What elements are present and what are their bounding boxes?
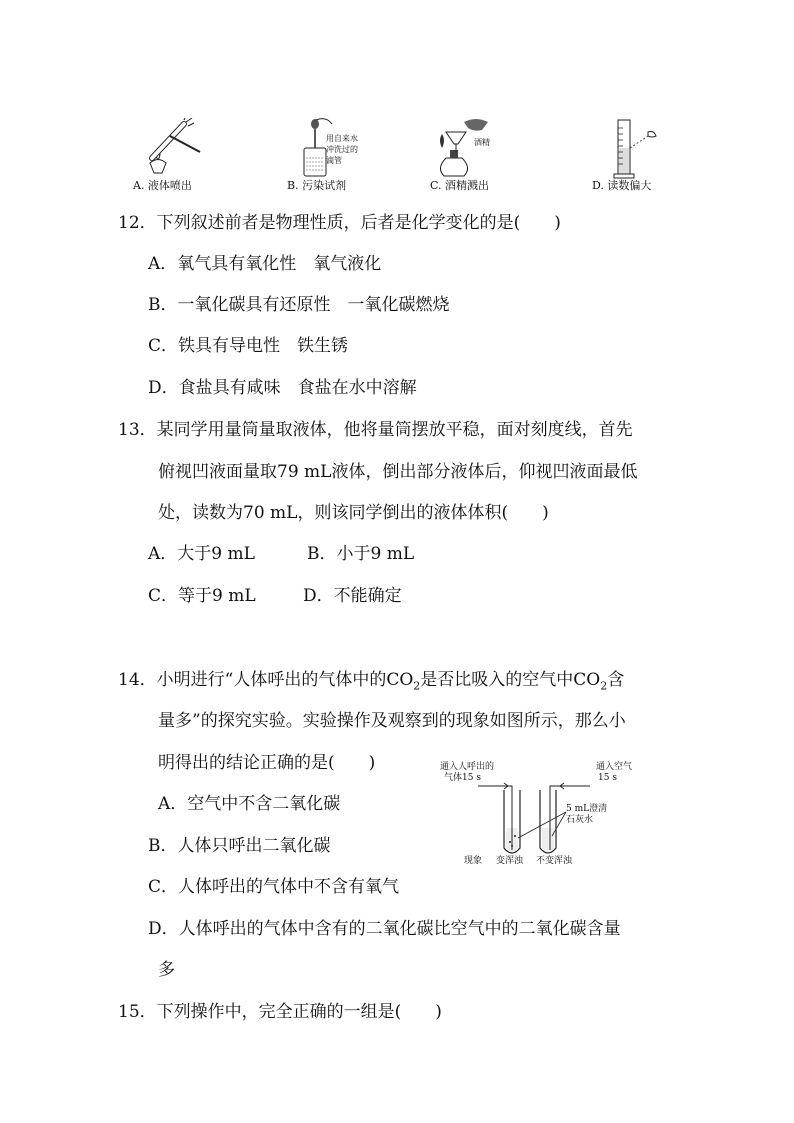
q12-option-b: B．一氧化碳具有还原性 一氧化碳燃烧 [148, 295, 450, 315]
figure-b-label-2: 冲洗过的 [326, 145, 358, 154]
q15-stem: 15．下列操作中，完全正确的一组是( ) [118, 1002, 442, 1022]
figure-a-caption: A. 液体喷出 [133, 179, 192, 192]
exp-liquid-label-2: 石灰水 [566, 815, 594, 825]
q14-option-d-continued: 多 [158, 960, 175, 980]
q14-stem-line-3: 明得出的结论正确的是( ) [158, 753, 376, 773]
test-tube-heating-icon [140, 118, 220, 178]
q13-option-d: D．不能确定 [303, 586, 402, 606]
q14-subscript-2: 2 [600, 679, 608, 693]
q13-option-b: B．小于9 mL [307, 544, 415, 564]
exp-left-result: 变浑浊 [496, 856, 524, 866]
q14-experiment-figure [440, 756, 640, 871]
q13-stem-line-1: 13．某同学用量筒量取液体，他将量筒摆放平稳，面对刻度线，首先 [118, 420, 633, 440]
q14-subscript-1: 2 [413, 679, 421, 693]
q14-stem-line-2: 量多”的探究实验。实验操作及观察到的现象如图所示，那么小 [158, 711, 626, 731]
q12-stem: 12．下列叙述前者是物理性质，后者是化学变化的是( ) [118, 213, 561, 233]
q13-option-a: A．大于9 mL [148, 544, 255, 564]
q14-option-b: B．人体只呼出二氧化碳 [148, 836, 331, 856]
graduated-cylinder-eye-icon [610, 118, 670, 180]
q14-option-a: A．空气中不含二氧化碳 [158, 794, 341, 814]
q13-stem-line-2: 俯视凹液面量取79 mL液体，倒出部分液体后，仰视凹液面最低 [158, 462, 638, 482]
q14-option-c: C．人体呼出的气体中不含有氧气 [148, 877, 400, 897]
exp-right-result: 不变浑浊 [536, 856, 573, 866]
exp-right-label-2: 15 s [598, 773, 617, 783]
q13-option-c: C．等于9 mL [148, 586, 256, 606]
exp-right-label-1: 通入空气 [596, 762, 633, 772]
exp-liquid-label-1: 5 mL澄清 [566, 804, 608, 814]
alcohol-lamp-funnel-icon [432, 118, 502, 180]
figure-d-caption: D. 读数偏大 [592, 179, 652, 192]
q14-stem-line-1 [118, 669, 624, 697]
q12-option-c: C．铁具有导电性 铁生锈 [148, 336, 349, 356]
q14-stem-part-a: 14．小明进行“人体呼出的气体中的CO [118, 670, 414, 690]
q13-stem-line-3: 处，读数为70 mL，则该同学倒出的液体体积( ) [158, 503, 549, 523]
figure-c-label: 酒精 [474, 138, 490, 147]
q14-stem-part-b: 是否比吸入的空气中CO [420, 670, 601, 690]
q14-option-d: D．人体呼出的气体中含有的二氧化碳比空气中的二氧化碳含量 [148, 919, 621, 939]
exp-left-label-1: 通入人呼出的 [440, 762, 495, 772]
exp-left-label-2: 气体15 s [444, 773, 481, 783]
q14-stem-part-c: 含 [607, 670, 625, 690]
figure-b-label-1: 用自来水 [326, 134, 358, 143]
q12-option-d: D．食盐具有咸味 食盐在水中溶解 [148, 378, 417, 398]
q12-option-a: A．氧气具有氧化性 氧气液化 [148, 254, 382, 274]
exp-phenomenon-label: 现象 [464, 856, 483, 866]
figure-b-label-3: 滴管 [326, 156, 342, 165]
figure-b-caption: B. 污染试剂 [287, 179, 347, 192]
figure-c-caption: C. 酒精溅出 [430, 179, 490, 192]
